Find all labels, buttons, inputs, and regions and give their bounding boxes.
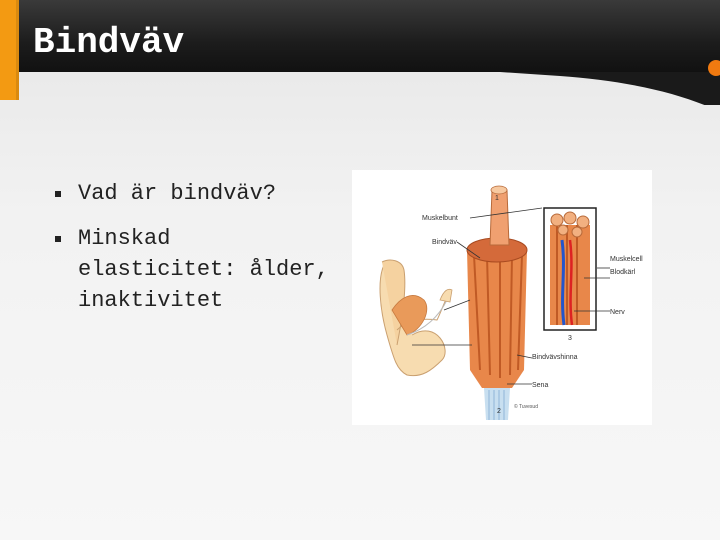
bullet-list (55, 178, 335, 330)
label-copyright: © Tuvesud (514, 404, 538, 410)
bullet-item (55, 223, 335, 316)
label-sena: Sena (532, 382, 549, 389)
slide-header (0, 0, 720, 105)
label-muskelcell: Muskelcell (610, 256, 643, 263)
bullet-square-icon (55, 191, 61, 197)
label-muskelbunt: Muskelbunt (422, 215, 458, 222)
muscle-anatomy-figure (352, 170, 652, 425)
label-nerv: Nerv (610, 309, 625, 316)
bullet-text: Minskad elasticitet: ålder, inaktivitet (78, 226, 329, 313)
inset-detail (544, 208, 596, 330)
label-bindvav: Bindväv (432, 239, 457, 246)
label-number-3: 3 (568, 335, 572, 342)
muscle-bundle (467, 186, 527, 420)
bullet-item (55, 178, 335, 209)
bullet-text: Vad är bindväv? (78, 181, 277, 206)
muscle-illustration (352, 170, 652, 425)
bullet-square-icon (55, 236, 61, 242)
label-bindvavshinna: Bindvävshinna (532, 354, 578, 361)
label-number-2: 2 (497, 408, 501, 415)
slide-title: Bindväv (33, 22, 185, 63)
label-blodkarl: Blodkärl (610, 269, 636, 276)
label-number-1: 1 (495, 195, 499, 202)
accent-bar (0, 0, 16, 100)
arm-illustration (380, 260, 452, 376)
